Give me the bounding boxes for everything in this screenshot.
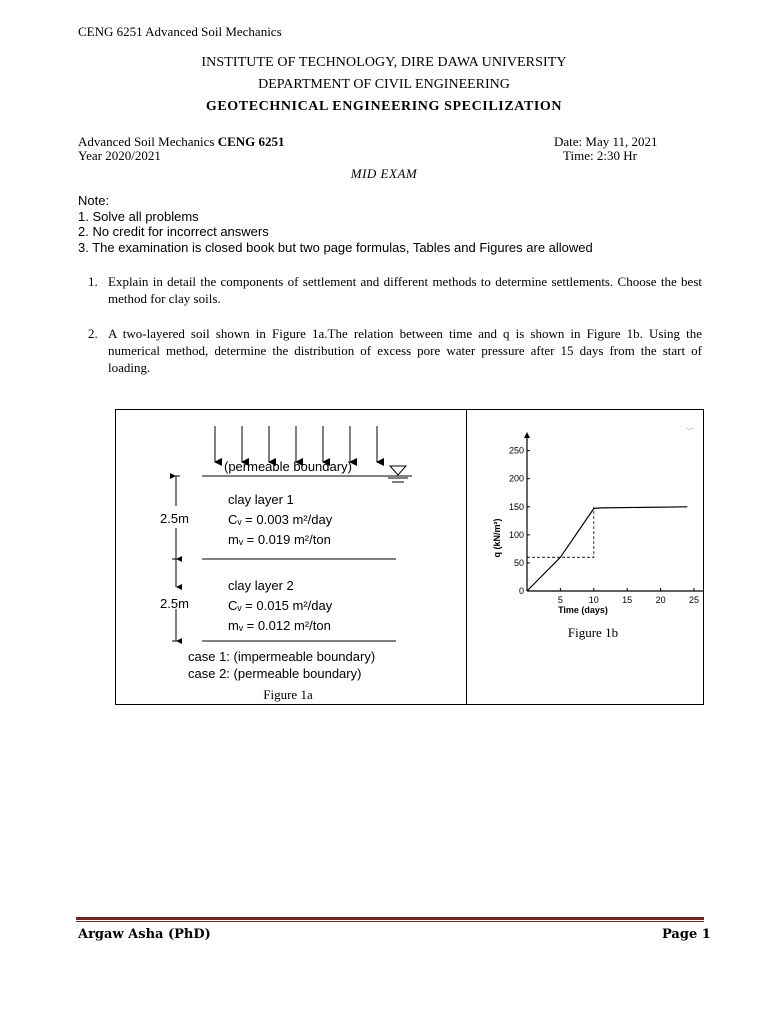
question-text: A two-layered soil shown in Figure 1a.The relation between time and q is shown in Figure 1b. Using the numerical method, determine the distribution of excess pore water pressure after 15 days from the start of loading.: [108, 326, 702, 375]
figure-1b-caption: Figure 1b: [567, 625, 619, 640]
layer-1-cv: Cᵥ = 0.003 m²/day: [228, 512, 333, 527]
course-code: CENG 6251: [217, 134, 285, 149]
institute-title: INSTITUTE OF TECHNOLOGY, DIRE DAWA UNIVERSITY: [201, 55, 567, 70]
figure-1b-chart: [467, 410, 703, 704]
y-tick-label: 100: [508, 529, 524, 540]
layer-2-cv: Cᵥ = 0.015 m²/day: [228, 598, 333, 613]
layer-2-thickness: 2.5m: [160, 596, 189, 611]
note-heading: Note:: [78, 193, 110, 208]
layer-2-mv: mᵥ = 0.012 m²/ton: [228, 618, 331, 633]
x-tick-label: 25: [688, 595, 699, 605]
case-1-label: case 1: (impermeable boundary): [188, 649, 376, 664]
water-table-icon: [388, 466, 408, 482]
note-item: 2. No credit for incorrect answers: [78, 224, 269, 239]
dimension-lines: [172, 476, 180, 641]
case-2-label: case 2: (permeable boundary): [188, 666, 362, 681]
year-line: Year 2020/2021: [78, 148, 161, 163]
y-tick-label: 0: [518, 586, 524, 596]
footer-page-number: Page 1: [662, 927, 711, 942]
question-text: Explain in detail the components of settlement and different methods to determine settlements. Choose the best method for clay soils.: [108, 274, 702, 306]
layer-1-mv: mᵥ = 0.019 m²/ton: [228, 532, 331, 547]
question-number: 1.: [88, 274, 98, 289]
running-header: CENG 6251 Advanced Soil Mechanics: [78, 24, 282, 39]
exam-title: MID EXAM: [350, 166, 418, 181]
footer-rule: [76, 917, 704, 920]
x-tick-label: 10: [588, 595, 599, 605]
specialization-title: GEOTECHNICAL ENGINEERING SPECILIZATION: [205, 99, 563, 114]
dashed-load-series: [527, 507, 594, 558]
x-axis-label: Time (days): [558, 605, 608, 615]
figure-1a-caption: Figure 1a: [263, 687, 313, 702]
exam-time: Time: 2:30 Hr: [563, 148, 637, 163]
y-tick-label: 150: [508, 501, 524, 512]
x-tick-label: 5: [557, 595, 563, 605]
course-name: Advanced Soil Mechanics: [78, 134, 218, 149]
corner-mark: ·.··: [686, 426, 694, 432]
question-number: 2.: [88, 326, 98, 341]
y-tick-label: 200: [508, 473, 524, 484]
y-axis-arrow: [524, 432, 530, 438]
y-tick-label: 250: [508, 445, 524, 456]
footer-rule-thin: [76, 921, 704, 922]
x-tick-label: 15: [622, 595, 633, 605]
chart-axes: [524, 432, 703, 594]
figure-1a: [116, 410, 466, 704]
exam-date: Date: May 11, 2021: [554, 134, 658, 149]
x-tick-label: 20: [655, 595, 666, 605]
top-boundary-label: (permeable boundary): [224, 459, 352, 474]
load-arrows: [215, 426, 377, 462]
footer-author: Argaw Asha (PhD): [78, 927, 211, 942]
question-2: [88, 325, 702, 376]
question-1: [88, 273, 702, 307]
layer-1-name: clay layer 1: [228, 492, 294, 507]
layer-2-name: clay layer 2: [228, 578, 294, 593]
solid-load-series: [527, 507, 687, 591]
y-tick-label: 50: [513, 557, 524, 568]
department-title: DEPARTMENT OF CIVIL ENGINEERING: [258, 77, 510, 92]
note-item: 3. The examination is closed book but two page formulas, Tables and Figures are allowed: [78, 240, 593, 255]
layer-1-thickness: 2.5m: [160, 511, 189, 526]
y-axis-label: q (kN/m²): [492, 518, 502, 558]
note-item: 1. Solve all problems: [78, 209, 199, 224]
chart-series: [527, 507, 687, 591]
